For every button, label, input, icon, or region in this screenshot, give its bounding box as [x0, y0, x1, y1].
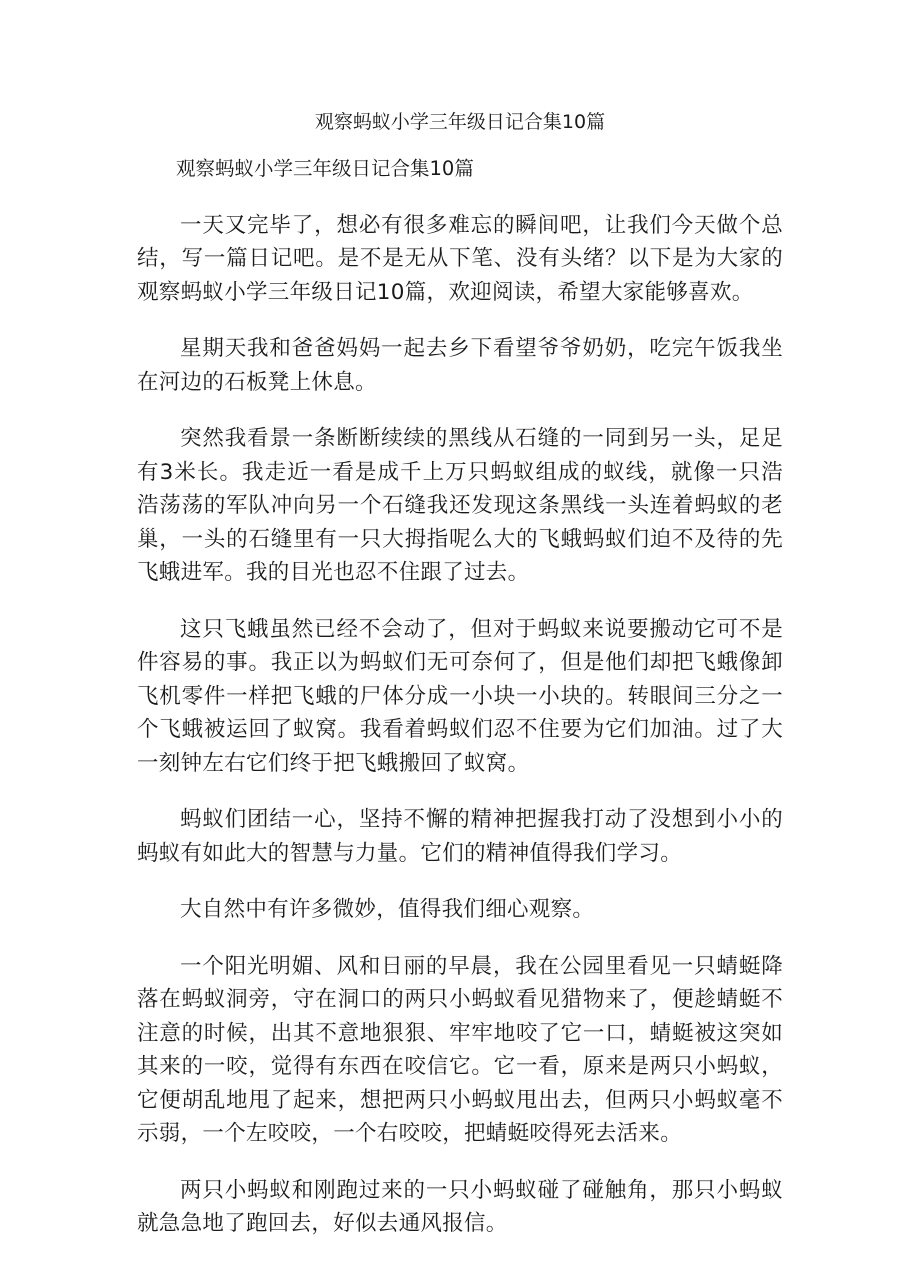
- paragraph: 一个阳光明媚、风和日丽的早晨，我在公园里看见一只蜻蜓降落在蚂蚁洞旁，守在洞口的两只小蚂蚁看见猎物来了，便趁蜻蜓不注意的时候，出其不意地狠狠、牢牢地咬了它一口，蜻蜓被这突如其来的一咬，觉得有东西在咬信它。它一看，原来是两只小蚂蚁，它便胡乱地甩了起来，想把两只小蚂蚁甩出去，但两只小蚂蚁毫不示弱，一个左咬咬，一个右咬咬，把蜻蜓咬得死去活来。: [137, 953, 783, 1146]
- document-body: [137, 152, 783, 1264]
- paragraph: 这只飞蛾虽然已经不会动了，但对于蚂蚁来说要搬动它可不是件容易的事。我正以为蚂蚁们无可奈何了，但是他们却把飞蛾像卸飞机零件一样把飞蛾的尸体分成一小块一小块的。转眼间三分之一个飞蛾被运回了蚁窝。我看着蚂蚁们忍不住要为它们加油。过了大一刻钟左右它们终于把飞蛾搬回了蚁窝。: [137, 616, 783, 776]
- paragraph: 大自然中有许多微妙，值得我们细心观察。: [180, 897, 595, 922]
- paragraph: 两只小蚂蚁和刚跑过来的一只小蚂蚁碰了碰触角，那只小蚂蚁就急急地了跑回去，好似去通风报信。: [137, 1177, 783, 1236]
- paragraph: 星期天我和爸爸妈妈一起去乡下看望爷爷奶奶，吃完午饭我坐在河边的石板凳上休息。: [137, 336, 783, 395]
- paragraph: 蚂蚁们团结一心，坚持不懈的精神把握我打动了没想到小小的蚂蚁有如此大的智慧与力量。它们的精神值得我们学习。: [137, 807, 783, 866]
- document-subtitle: 观察蚂蚁小学三年级日记合集10篇: [176, 157, 474, 180]
- document-title: 观察蚂蚁小学三年级日记合集10篇: [314, 111, 606, 133]
- paragraph: 突然我看景一条断断续续的黑线从石缝的一同到另一头，足足有3米长。我走近一看是成千上万只蚂蚁组成的蚁线，就像一只浩浩荡荡的军队冲向另一个石缝我还发现这条黑线一头连着蚂蚁的老巢，一头的石缝里有一只大拇指呢么大的飞蛾蚂蚁们迫不及待的先飞蛾进军。我的目光也忍不住跟了过去。: [137, 426, 783, 585]
- paragraph-intro: 一天又完毕了，想必有很多难忘的瞬间吧，让我们今天做个总结，写一篇日记吧。是不是无从下笔、没有头绪？以下是为大家的观察蚂蚁小学三年级日记10篇，欢迎阅读，希望大家能够喜欢。: [137, 212, 783, 305]
